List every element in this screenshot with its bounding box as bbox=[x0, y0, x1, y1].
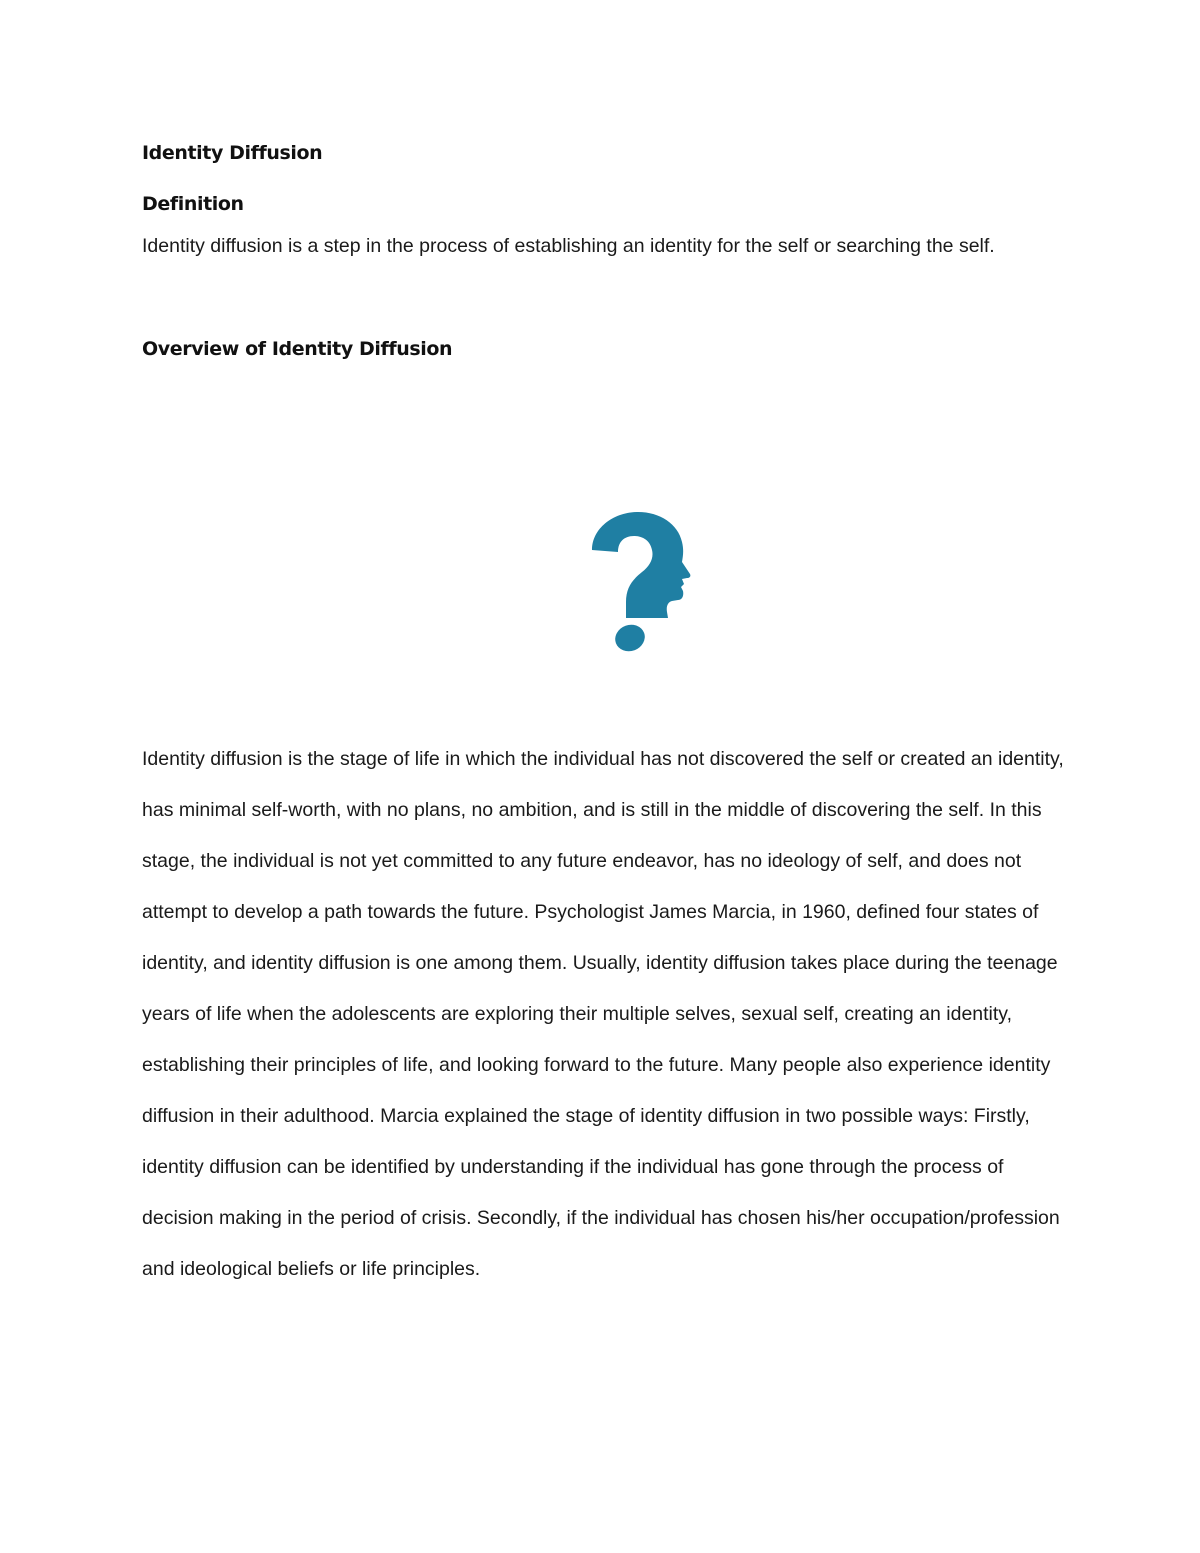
overview-heading: Overview of Identity Diffusion bbox=[142, 338, 453, 360]
document-title: Identity Diffusion bbox=[142, 142, 323, 164]
definition-paragraph: Identity diffusion is a step in the process of establishing an identity for the self or searching the self. bbox=[142, 235, 995, 257]
question-mark-head-icon bbox=[586, 510, 692, 656]
document-content bbox=[142, 136, 1062, 366]
definition-heading: Definition bbox=[142, 193, 244, 215]
overview-paragraph: Identity diffusion is the stage of life in which the individual has not discovered the self or created an identity, has minimal self-worth, with no plans, no ambition, and is still in the middle of discovering the self. In this stage, the individual is not yet committed to any future endeavor, has no ideology of self, and does not attempt to develop a path towards the future. Psychologist James Marcia, in 1960, defined four states of identity, and identity diffusion is one among them. Usually, identity diffusion takes place during the teenage years of life when the adolescents are exploring their multiple selves, sexual self, creating an identity, establishing their principles of life, and looking forward to the future. Many people also experience identity diffusion in their adulthood. Marcia explained the stage of identity diffusion in two possible ways: Firstly, identity diffusion can be identified by understanding if the individual has gone through the process of decision making in the period of crisis. Secondly, if the individual has chosen his/her occupation/profession and ideological beliefs or life principles. bbox=[142, 748, 1064, 1280]
